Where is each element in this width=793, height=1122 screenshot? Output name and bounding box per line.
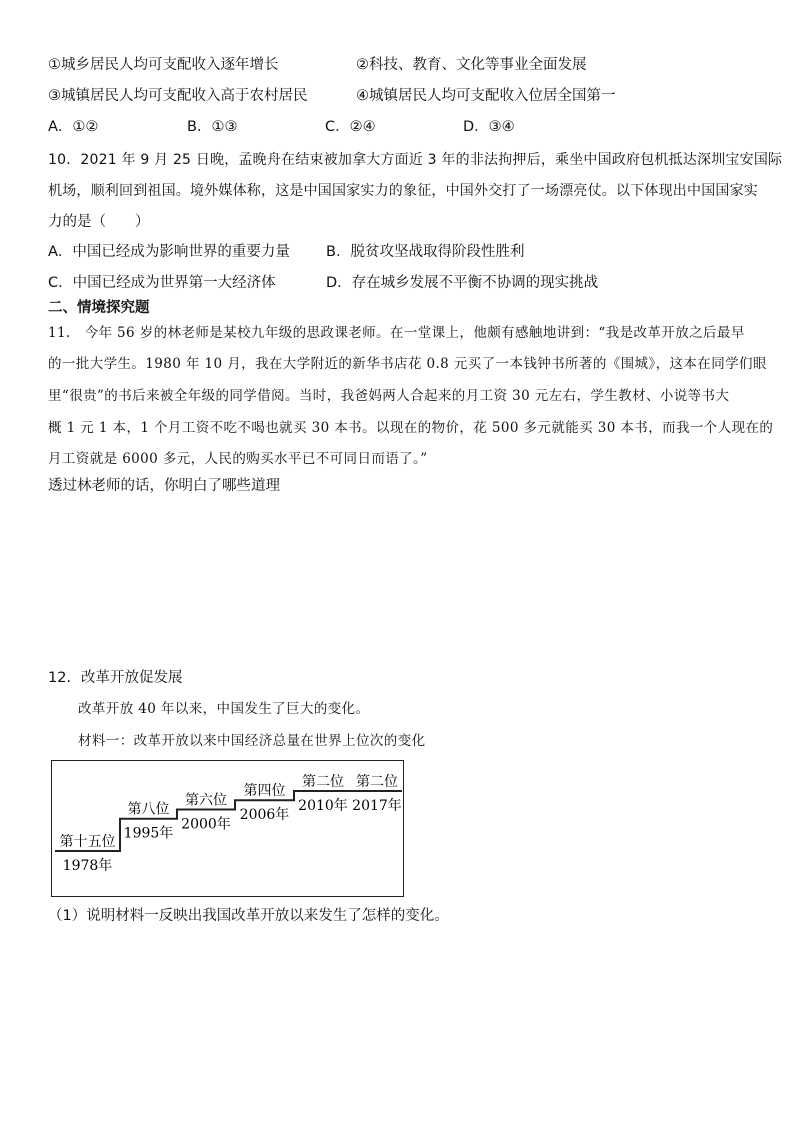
year-label-2017: 2017年 (352, 798, 402, 814)
material-label: 材料一：改革开放以来中国经济总量在世界上位次的变化 (78, 733, 426, 749)
q11-line-2: 的一批大学生。1980 年 10 月，我在大学附近的新华书店花 0.8 元买了一本钱钟书所著的《围城》，这本在同学们眼 (48, 356, 767, 372)
q10-option-c: C．中国已经成为世界第一大经济体 (48, 275, 276, 291)
q10-option-a: A．中国已经成为影响世界的重要力量 (48, 244, 290, 260)
year-label-1995: 1995年 (123, 825, 174, 842)
rank-step-chart-svg (52, 761, 405, 898)
q11-line-3: 里“很贵”的书后来被全年级的同学借阅。当时，我爸妈两人合起来的月工资 30 元左右，学生教材、小说等书大 (48, 388, 730, 404)
q10-option-b: B．脱贫攻坚战取得阶段性胜利 (326, 244, 525, 260)
section-title: 二、情境探究题 (48, 300, 150, 316)
q12-subquestion-1: （1）说明材料一反映出我国改革开放以来发生了怎样的变化。 (48, 908, 449, 924)
year-label-2006: 2006年 (239, 807, 290, 824)
q12-intro: 改革开放 40 年以来，中国发生了巨大的变化。 (78, 701, 370, 717)
option-item-1: ①城乡居民人均可支配收入逐年增长 (48, 57, 279, 73)
choice-b: B．①③ (187, 119, 238, 135)
q12-title: 12．改革开放促发展 (48, 670, 183, 686)
rank-label-2000: 第六位 (185, 792, 227, 809)
choice-d: D．③④ (463, 119, 515, 135)
year-label-1978: 1978年 (62, 858, 113, 874)
q11-line-5: 月工资就是 6000 多元，人民的购买水平已不可同日而语了。” (48, 451, 428, 467)
rank-label-2010: 第二位 (302, 774, 344, 790)
option-item-4: ④城镇居民人均可支配收入位居全国第一 (356, 88, 616, 104)
rank-label-2006: 第四位 (243, 783, 286, 800)
option-item-3: ③城镇居民人均可支配收入高于农村居民 (48, 88, 308, 104)
choice-a: A．①② (48, 119, 99, 135)
q10-line-1: 10．2021 年 9 月 25 日晚，孟晚舟在结束被加拿大方面近 3 年的非法拘押后，乘坐中国政府包机抵达深圳宝安国际 (48, 152, 783, 168)
option-item-2: ②科技、教育、文化等事业全面发展 (356, 57, 587, 73)
choice-c: C．②④ (325, 119, 376, 135)
rank-label-1978: 第十五位 (59, 834, 116, 850)
q11-question: 透过林老师的话，你明白了哪些道理 (48, 478, 280, 494)
rank-label-2017: 第二位 (356, 774, 398, 790)
rank-label-1995: 第八位 (127, 801, 170, 818)
year-label-2010: 2010年 (298, 798, 348, 814)
q10-line-2: 机场，顺利回到祖国。境外媒体称，这是中国国家实力的象征，中国外交打了一场漂亮仗。以下体现出中国国家实 (48, 183, 758, 199)
q11-line-4: 概 1 元 1 本，1 个月工资不吃不喝也就买 30 本书。以现在的物价，花 500 多元就能买 30 本书，而我一个人现在的 (48, 420, 774, 436)
year-label-2000: 2000年 (181, 816, 231, 833)
q11-line-1: 11. 今年 56 岁的林老师是某校九年级的思政课老师。在一堂课上，他颇有感触地讲到：“我是改革开放之后最早 (48, 325, 745, 341)
q10-line-3: 力的是（ ） (48, 214, 150, 230)
q10-option-d: D．存在城乡发展不平衡不协调的现实挑战 (326, 275, 599, 291)
rank-step-chart (51, 760, 404, 897)
